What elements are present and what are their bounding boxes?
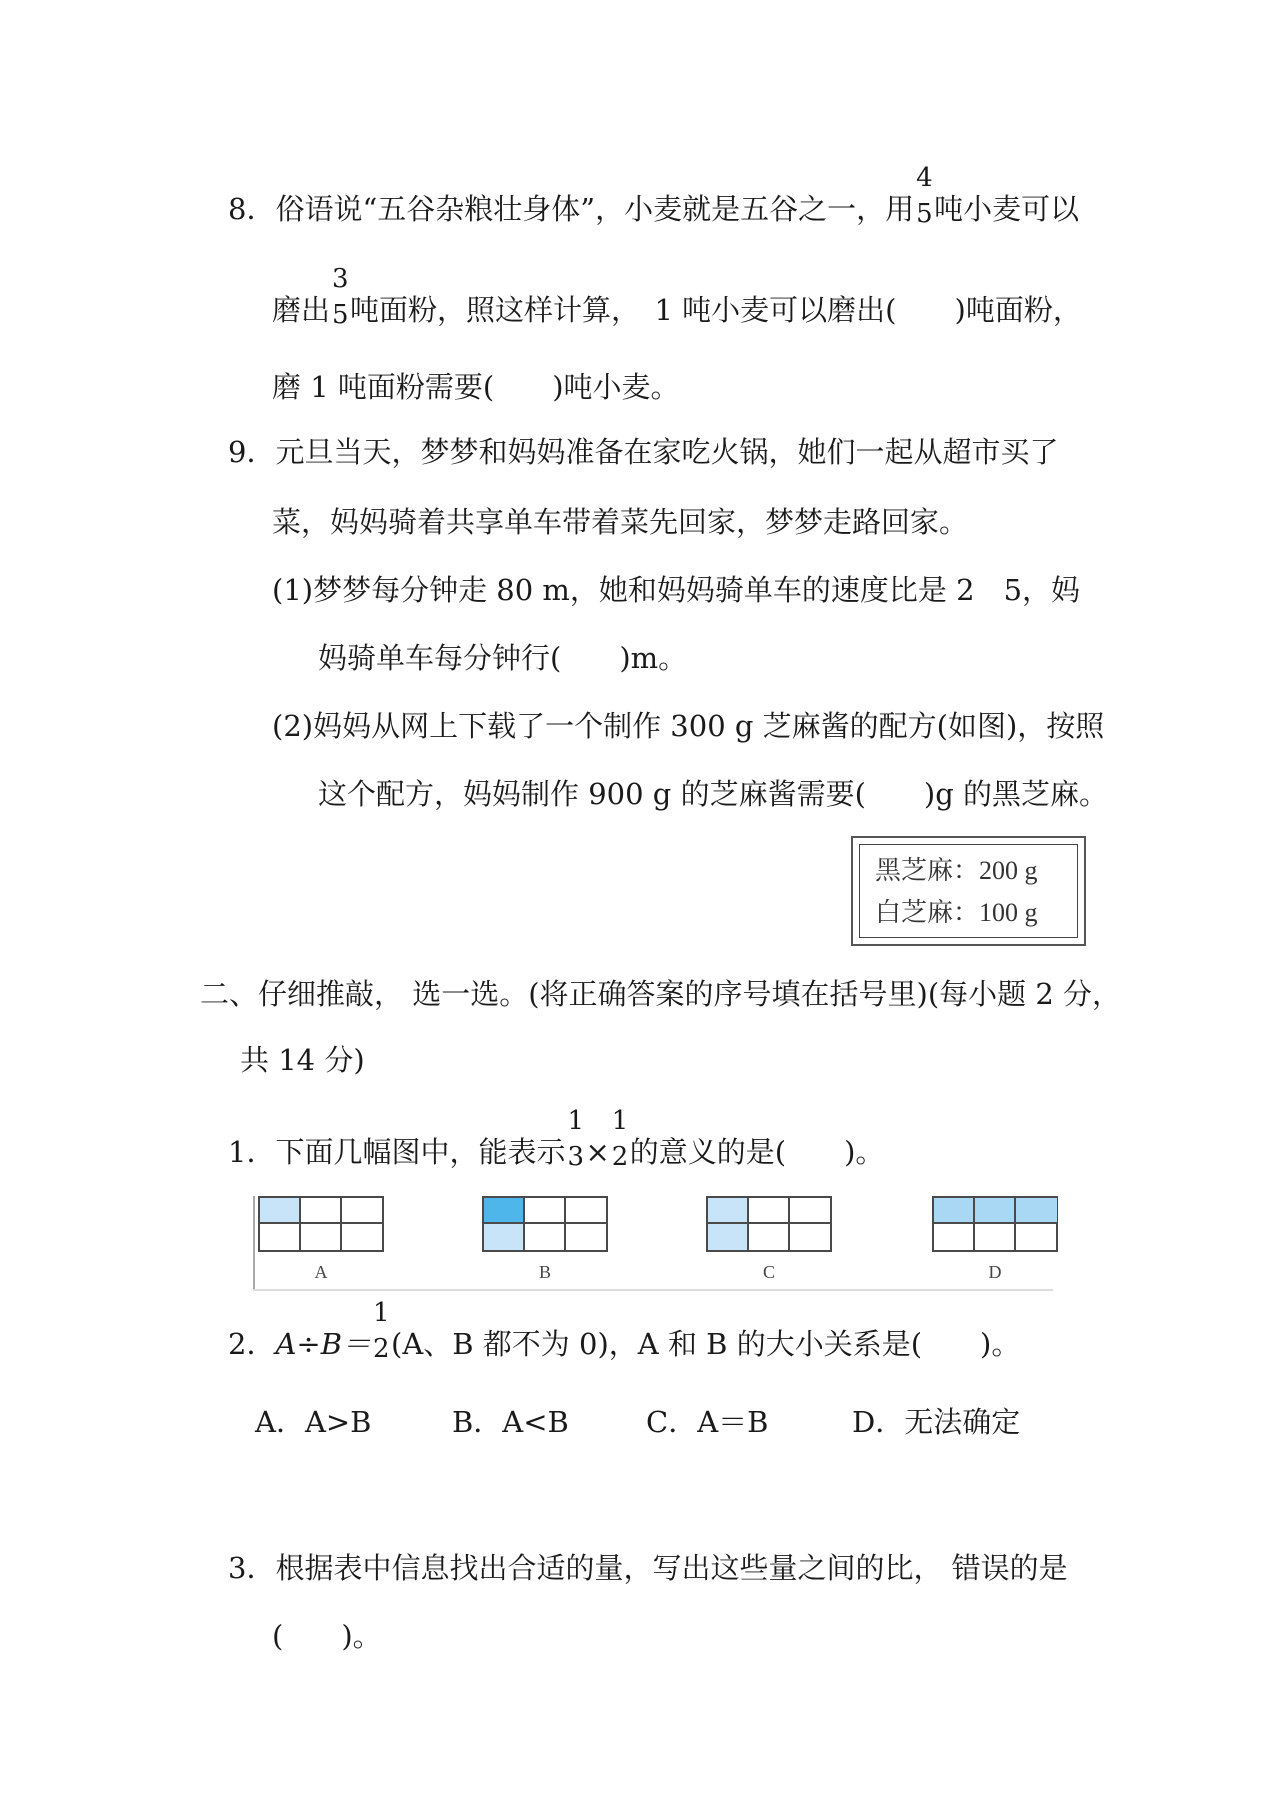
s2q3-line2: ( )。: [272, 1619, 382, 1653]
times-sign: ×: [585, 1135, 610, 1169]
grid-cell: [525, 1224, 566, 1250]
s2q1-text: [228, 1106, 885, 1172]
s2q2-option-a[interactable]: A．A>B: [255, 1405, 372, 1439]
grid-cell: [342, 1198, 383, 1224]
q8-text: 吨小麦可以: [934, 192, 1080, 226]
q8-text: 吨面粉，照这样计算， 1 吨小麦可以磨出( )吨面粉，: [350, 293, 1082, 327]
figure-c[interactable]: [706, 1196, 832, 1252]
grid-cell: [301, 1224, 342, 1250]
s2q2-option-d[interactable]: D．无法确定: [852, 1405, 1021, 1439]
grid-cell: [342, 1224, 383, 1250]
grid-cell-shaded: [484, 1224, 525, 1250]
q9-line1: 9．元旦当天，梦梦和妈妈准备在家吃火锅，她们一起从超市买了: [228, 435, 1059, 469]
recipe-black-sesame: 黑芝麻：200 g: [875, 856, 1038, 885]
figure-label-a: A: [314, 1262, 328, 1282]
fraction-denominator: 2: [373, 1334, 390, 1364]
option-figures: [253, 1196, 1053, 1291]
q9-sub2-line2: 这个配方，妈妈制作 900 g 的芝麻酱需要( )g 的黑芝麻。: [318, 777, 1108, 811]
figure-label-d: D: [988, 1262, 1002, 1282]
grid-cell: [934, 1224, 975, 1250]
grid-cell: [566, 1224, 607, 1250]
q9-line2: 菜，妈妈骑着共享单车带着菜先回家，梦梦走路回家。: [272, 505, 969, 539]
grid-cell: [1016, 1224, 1057, 1250]
figure-d[interactable]: [932, 1196, 1058, 1252]
s2q2-option-c[interactable]: C．A＝B: [646, 1405, 769, 1439]
grid-cell: [301, 1198, 342, 1224]
figures-bottom-border: [253, 1289, 1053, 1291]
recipe-white-sesame: 白芝麻：100 g: [875, 898, 1038, 927]
s2q2-text: [228, 1298, 1021, 1364]
grid-cell: [749, 1198, 790, 1224]
grid-cell: [790, 1198, 831, 1224]
section2-heading-line1: 二、仔细推敲， 选一选。(将正确答案的序号填在括号里)(每小题 2 分，: [200, 977, 1122, 1011]
fraction-numerator: 1: [373, 1298, 390, 1328]
grid-cell: [525, 1198, 566, 1224]
fraction-denominator: 5: [332, 300, 349, 330]
fraction-numerator: 1: [611, 1106, 629, 1136]
figure-label-c: C: [762, 1262, 775, 1282]
fraction-denominator: 5: [916, 199, 933, 229]
q8-text: 8．俗语说“五谷杂粮壮身体”，小麦就是五谷之一，用: [228, 192, 915, 226]
q9-sub1-line2: 妈骑单车每分钟行( )m。: [318, 641, 688, 675]
fraction-one-half: [373, 1298, 390, 1364]
q8-line3: 磨 1 吨面粉需要( )吨小麦。: [272, 370, 680, 404]
q8-line2: [272, 264, 1082, 330]
fraction-three-fifths: [332, 264, 349, 330]
grid-cell: [975, 1224, 1016, 1250]
s2q1-text-a: 1．下面几幅图中，能表示: [228, 1135, 566, 1169]
fraction-four-fifths: [916, 163, 933, 229]
section2-heading-line2: 共 14 分): [240, 1043, 365, 1077]
grid-cell: [790, 1224, 831, 1250]
grid-cell-shaded: [260, 1198, 301, 1224]
q8-text: 磨出: [272, 293, 331, 327]
q9-sub2-line1: (2)妈妈从网上下载了一个制作 300 g 芝麻酱的配方(如图)，按照: [272, 709, 1105, 743]
s2q1-text-b: 的意义的是( )。: [629, 1135, 885, 1169]
fraction-one-half: [611, 1106, 629, 1172]
fraction-numerator: 1: [567, 1106, 584, 1136]
fraction-numerator: 4: [916, 163, 933, 193]
recipe-box: [851, 836, 1086, 946]
grid-cell-shaded: [1016, 1198, 1057, 1224]
s2q3-line1: 3．根据表中信息找出合适的量，写出这些量之间的比， 错误的是: [228, 1551, 1068, 1585]
q9-sub1-line1: (1)梦梦每分钟走 80 m，她和妈妈骑单车的速度比是 2 5，妈: [272, 573, 1081, 607]
grid-cell-shaded: [484, 1198, 525, 1224]
fraction-denominator: 3: [567, 1142, 584, 1172]
figure-label-b: B: [538, 1262, 551, 1282]
grid-cell-shaded: [934, 1198, 975, 1224]
s2q2-option-b[interactable]: B．A<B: [452, 1405, 569, 1439]
figures-left-border: [253, 1196, 255, 1291]
grid-cell-shaded: [708, 1224, 749, 1250]
fraction-numerator: 3: [332, 264, 349, 294]
grid-cell-shaded: [708, 1198, 749, 1224]
s2q2-expression: A÷B＝: [275, 1327, 372, 1361]
figure-b[interactable]: [482, 1196, 608, 1252]
grid-cell: [749, 1224, 790, 1250]
fraction-one-third: [567, 1106, 584, 1172]
q8-line1: [228, 163, 1080, 229]
grid-cell: [260, 1224, 301, 1250]
grid-cell: [566, 1198, 607, 1224]
figure-a[interactable]: [258, 1196, 384, 1252]
grid-cell-shaded: [975, 1198, 1016, 1224]
fraction-denominator: 2: [611, 1142, 629, 1172]
s2q2-text-b: (A、B 都不为 0)，A 和 B 的大小关系是( )。: [391, 1327, 1021, 1361]
s2q2-number: 2．: [228, 1327, 276, 1361]
